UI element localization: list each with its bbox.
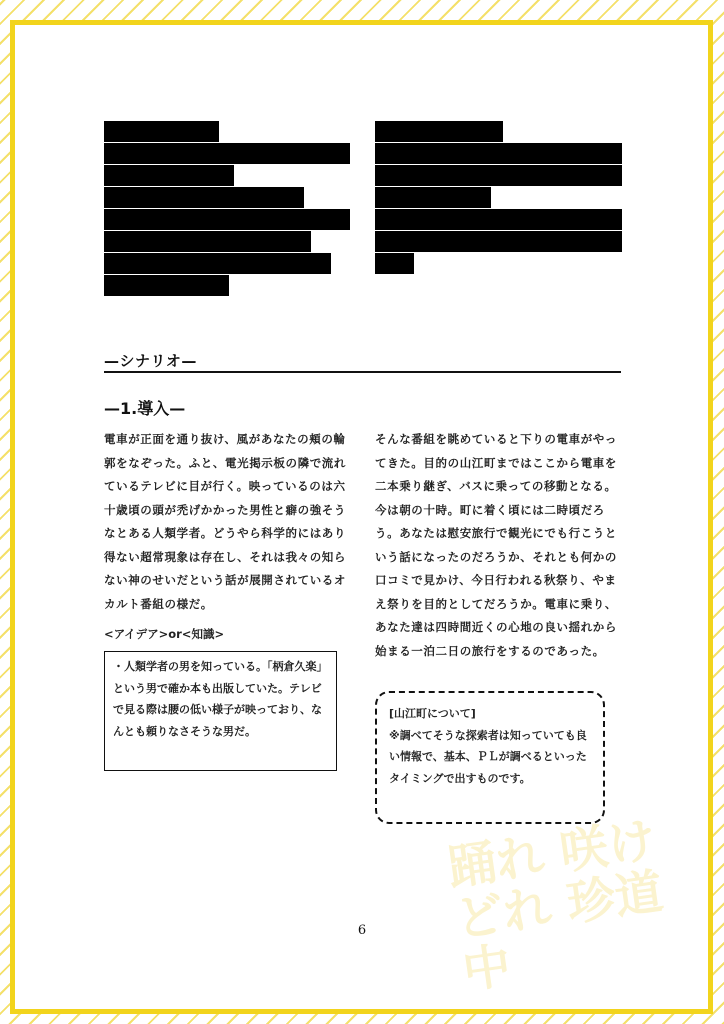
intro-paragraph-left: 電車が正面を通り抜け、風があなたの頬の輪郭をなぞった。ふと、電光掲示板の隣で流れているテレビに目が行く。映っているのは六十歳頃の頭が禿げかかった男性と癖の強そうなとある人類学者。どうやら科学的にはあり得ない超常現象は存在し、それは我々の知らない神のせいだという話が展開されているオカルト番組の様だ。 [104, 432, 346, 611]
redaction-bar [375, 231, 622, 252]
idea-check-label: <アイデア>or<知識> [104, 627, 225, 641]
section-title: —シナリオ— [104, 352, 197, 370]
idea-info-box [104, 651, 337, 771]
redaction-bar [104, 187, 304, 208]
redaction-bar [375, 209, 622, 230]
redaction-bar [375, 253, 414, 274]
intro-paragraph-right: そんな番組を眺めていると下りの電車がやってきた。目的の山江町まではここから電車を二本乗り継ぎ、バスに乗っての移動となる。今は朝の十時。町に着く頃には二時頃だろう。あなたは慰安旅行で観光にでも行こうという話になったのだろうか、それとも何かの口コミで見かけ、今日行われる秋祭り、やまえ祭りを目的としてだろうか。電車に乗り、あなた達は四時間近くの心地の良い揺れから始まる一泊二日の旅行をするのであった。 [375, 432, 617, 658]
subsection-title: —1.導入— [104, 399, 186, 418]
town-note-box [375, 691, 605, 824]
page-number: 6 [357, 923, 367, 938]
redaction-bar [375, 187, 491, 208]
watermark-logo: 踊れ 咲け どれ 珍道中 [445, 812, 667, 1000]
section-divider [104, 371, 621, 373]
redaction-bar [375, 165, 622, 186]
redaction-bar [104, 231, 311, 252]
redaction-bar [104, 209, 350, 230]
redaction-bar [375, 143, 622, 164]
redaction-bar [104, 143, 350, 164]
redaction-bar [104, 121, 219, 142]
redaction-bar [104, 253, 331, 274]
town-note-heading: [山江町について] [389, 707, 476, 720]
idea-info-text: ・人類学者の男を知っている。「柄倉久楽」という男で確か本も出版していた。テレビで見る際は腰の低い様子が映っており、なんとも頼りなさそうな男だ。 [113, 660, 328, 738]
redaction-bar [104, 275, 229, 296]
town-note-text: ※調べてそうな探索者は知っていても良い情報で、基本、ＰＬが調べるといったタイミングで出すものです。 [389, 728, 587, 785]
redaction-bar [104, 165, 234, 186]
redaction-bar [375, 121, 503, 142]
